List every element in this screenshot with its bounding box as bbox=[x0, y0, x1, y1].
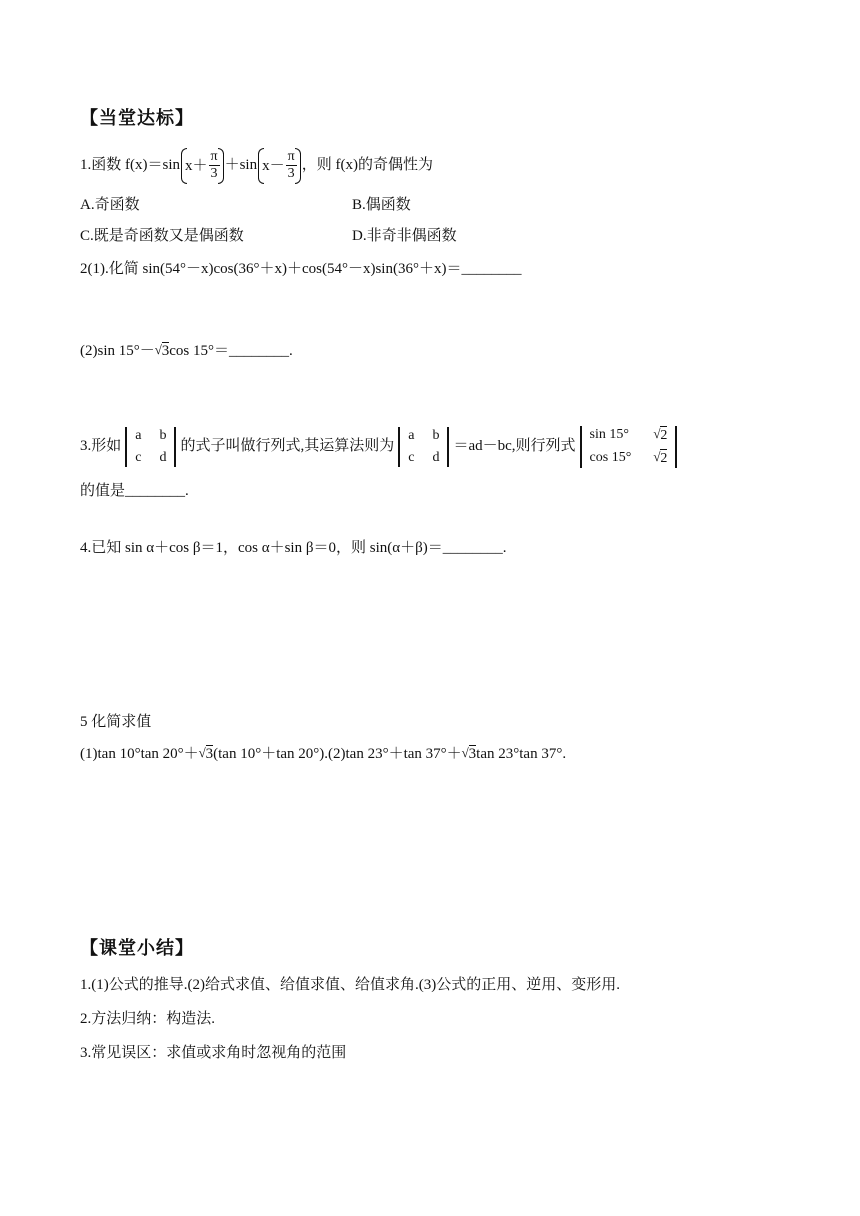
question-4: 4.已知 sin α＋cos β＝1，cos α＋sin β＝0，则 sin(α＋β)＝________. bbox=[80, 540, 507, 556]
option-c: C.既是奇函数又是偶函数 bbox=[80, 228, 244, 244]
question-5-body: (1)tan 10°tan 20°＋ √ 3(tan 10°＋tan 20°).(2)tan 23°＋tan 37°＋ √ 3tan 23°tan 37°. bbox=[80, 745, 567, 762]
question-3-line2: 的值是________. bbox=[80, 483, 189, 499]
sqrt-3: √ 3 bbox=[154, 342, 170, 359]
question-3: 3.形如 a b c d 的式子叫做行列式,其运算法则为 a b c d ＝ad－bc,则行列式 sin 15° √ 2 cos 15° √ 2 bbox=[80, 424, 681, 468]
option-d: D.非奇非偶函数 bbox=[352, 228, 457, 244]
question-2-1: 2(1).化简 sin(54°－x)cos(36°＋x)＋cos(54°－x)sin(36°＋x)＝________ bbox=[80, 261, 522, 277]
sqrt-3: √ 3 bbox=[461, 745, 477, 762]
determinant-trig: sin 15° √ 2 cos 15° √ 2 bbox=[580, 426, 678, 468]
section-heading-exercises: 【当堂达标】 bbox=[80, 108, 194, 128]
determinant-abcd: a b c d bbox=[125, 427, 176, 467]
determinant-rule: a b c d bbox=[398, 427, 449, 467]
question-2-2: (2)sin 15°－ √ 3cos 15°＝________. bbox=[80, 342, 293, 359]
question-1: 1.函数 f(x)＝sin x＋ $\frac{\pi}{3}$ ＋sin x－ $\frac{\pi}{3}$ ，则 f(x)的奇偶性为 bbox=[80, 146, 433, 185]
summary-item-2: 2.方法归纳：构造法. bbox=[80, 1011, 216, 1027]
summary-item-1: 1.(1)公式的推导.(2)给式求值、给值求值、给值求角.(3)公式的正用、逆用、变形用. bbox=[80, 977, 620, 993]
option-a: A.奇函数 bbox=[80, 197, 140, 213]
paren-fraction-1: x＋ $\frac{\pi}{3}$ bbox=[181, 147, 224, 185]
section-heading-summary: 【课堂小结】 bbox=[80, 938, 194, 958]
sqrt-3: √ 3 bbox=[198, 745, 214, 762]
q1-prefix: 1.函数 f(x)＝sin bbox=[80, 157, 180, 173]
question-5-title: 5 化简求值 bbox=[80, 714, 152, 730]
paren-fraction-2: x－ $\frac{\pi}{3}$ bbox=[258, 147, 301, 185]
summary-item-3: 3.常见误区：求值或求角时忽视角的范围 bbox=[80, 1045, 347, 1061]
q1-suffix: ，则 f(x)的奇偶性为 bbox=[301, 157, 433, 173]
option-b: B.偶函数 bbox=[352, 197, 411, 213]
